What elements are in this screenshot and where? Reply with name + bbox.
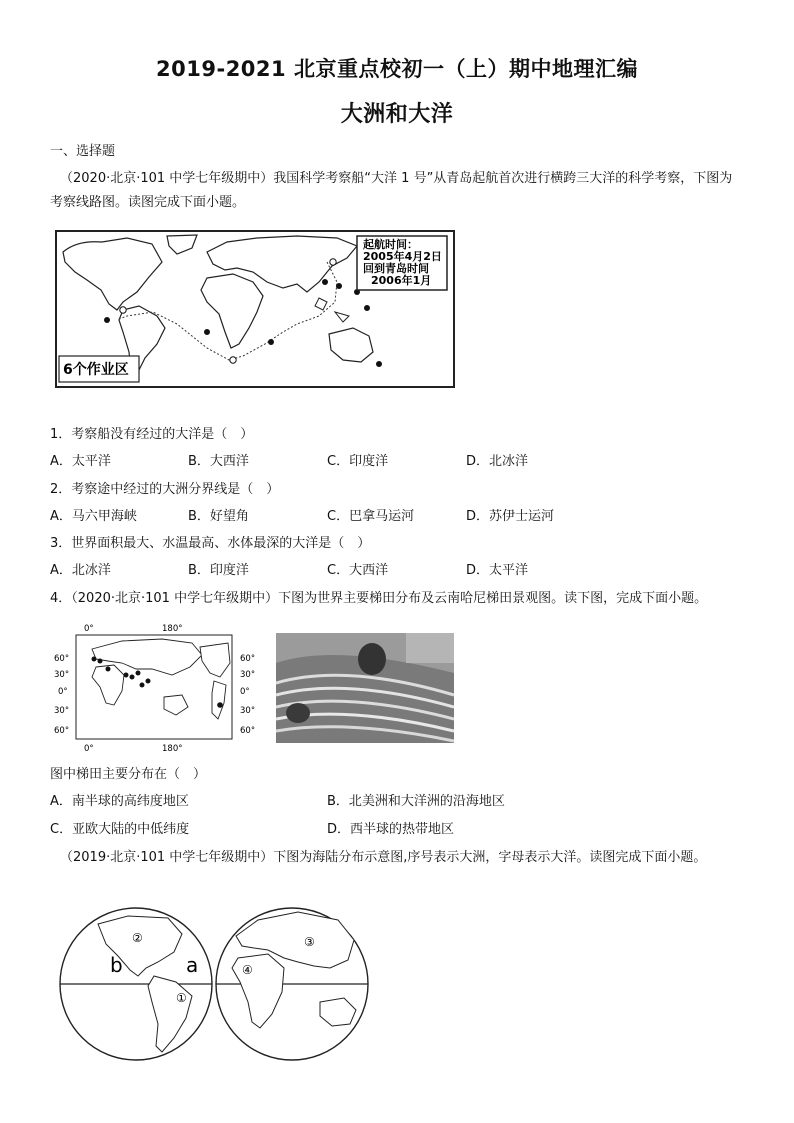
q3-option-c[interactable]: C．大西洋 [327, 563, 389, 578]
lon-label: 180° [162, 624, 183, 634]
section-heading: 一、选择题 [50, 144, 116, 159]
route-map-svg [57, 232, 453, 386]
australia-shape [329, 328, 373, 362]
q1-option-a[interactable]: A．太平洋 [50, 454, 111, 469]
q1-option-c[interactable]: C．印度洋 [327, 454, 389, 469]
q1-option-d[interactable]: D．北冰洋 [466, 454, 529, 469]
africa-shape [201, 274, 263, 348]
station-dot [330, 259, 336, 265]
q2-option-a[interactable]: A．马六甲海峡 [50, 509, 137, 524]
terrace-dot [124, 673, 129, 678]
page-title: 2019-2021 北京重点校初一（上）期中地理汇编 [156, 57, 638, 81]
continent-label-3: ③ [304, 935, 315, 949]
return-label: 回到青岛时间 [363, 262, 429, 275]
page-subtitle: 大洲和大洋 [340, 102, 454, 127]
continent-label-1: ① [176, 991, 187, 1005]
q4-stem: 4．（2020·北京·101 中学七年级期中）下图为世界主要梯田分布及云南哈尼梯田景观图。读下图，完成下面小题。 [50, 591, 708, 606]
lat-label: 30° [54, 670, 70, 680]
terrace-dot [140, 683, 145, 688]
station-dot [230, 357, 236, 363]
intro-line-2: 考察线路图。读图完成下面小题。 [50, 195, 246, 210]
greenland-shape [167, 235, 197, 254]
terrace-map-svg [52, 619, 266, 755]
q1-stem: 1．考察船没有经过的大洋是（ ） [50, 427, 254, 442]
north-america-shape [63, 238, 162, 310]
station-dot [204, 329, 210, 335]
q4-option-c[interactable]: C．亚欧大陆的中低纬度 [50, 822, 190, 837]
lat-label: 0° [58, 687, 68, 697]
q2-option-d[interactable]: D．苏伊士运河 [466, 509, 555, 524]
lat-label: 60° [240, 654, 256, 664]
station-dot [336, 283, 342, 289]
lat-label: 30° [240, 670, 256, 680]
lat-label: 60° [54, 726, 70, 736]
q3-option-b[interactable]: B．印度洋 [188, 563, 249, 578]
lat-label: 30° [54, 706, 70, 716]
station-dot [364, 305, 370, 311]
terrace-dot [217, 702, 223, 708]
terrace-dot [98, 659, 103, 664]
departure-date: 2005年4月2日 [363, 250, 442, 263]
q5-intro: （2019·北京·101 中学七年级期中）下图为海陆分布示意图,序号表示大洲，字母表示大洋。读图完成下面小题。 [60, 850, 707, 865]
q3-option-d[interactable]: D．太平洋 [466, 563, 529, 578]
terrace-dot [146, 679, 151, 684]
island-shape [315, 298, 327, 310]
q4-option-a[interactable]: A．南半球的高纬度地区 [50, 794, 189, 809]
ocean-label-b: b [110, 953, 123, 977]
q4-option-b[interactable]: B．北美洲和大洋洲的沿海地区 [327, 794, 505, 809]
zones-label: 6个作业区 [63, 362, 129, 378]
intro-line-1: （2020·北京·101 中学七年级期中）我国科学考察船“大洋 1 号”从青岛起航首次进行横跨三大洋的科学考察，下图为 [60, 171, 733, 186]
terrace-dot [92, 657, 97, 662]
q2-option-c[interactable]: C．巴拿马运河 [327, 509, 415, 524]
lon-label: 0° [84, 744, 94, 754]
station-dot [104, 317, 110, 323]
lon-label: 0° [84, 624, 94, 634]
terrace-dot [136, 671, 141, 676]
return-date: 2006年1月 [371, 274, 432, 287]
terrace-world-map [52, 619, 266, 755]
station-dot [322, 279, 328, 285]
q2-stem: 2．考察途中经过的大洲分界线是（ ） [50, 482, 280, 497]
island-shape [335, 312, 349, 322]
q3-stem: 3．世界面积最大、水温最高、水体最深的大洋是（ ） [50, 536, 371, 551]
lon-label: 180° [162, 744, 183, 754]
route-map-figure [55, 230, 455, 388]
q4-option-d[interactable]: D．西半球的热带地区 [327, 822, 455, 837]
ocean-label-a: a [186, 953, 199, 977]
q2-option-b[interactable]: B．好望角 [188, 509, 249, 524]
lat-label: 30° [240, 706, 256, 716]
lat-label: 0° [240, 687, 250, 697]
q1-option-b[interactable]: B．大西洋 [188, 454, 249, 469]
station-dot [120, 307, 126, 313]
terrace-dot [106, 667, 111, 672]
continent-label-4: ④ [242, 963, 253, 977]
station-dot [376, 361, 382, 367]
q4-sub-stem: 图中梯田主要分布在（ ） [50, 767, 207, 782]
departure-label: 起航时间： [363, 238, 418, 251]
station-dot [268, 339, 274, 345]
lat-label: 60° [240, 726, 256, 736]
q3-option-a[interactable]: A．北冰洋 [50, 563, 111, 578]
lat-label: 60° [54, 654, 70, 664]
continent-label-2: ② [132, 931, 143, 945]
hemispheres-figure [58, 906, 370, 1062]
hani-terrace-photo [276, 633, 454, 743]
terrace-dot [130, 675, 135, 680]
